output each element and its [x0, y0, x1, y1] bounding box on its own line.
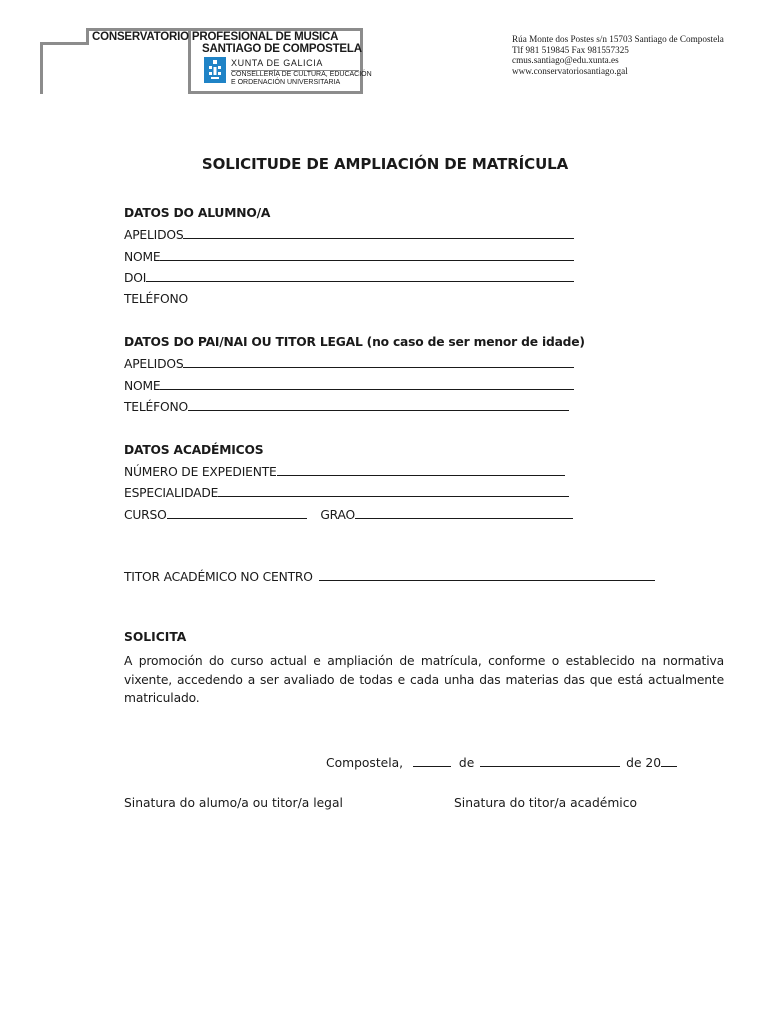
especialidade-label: ESPECIALIDADE — [124, 486, 219, 500]
academic-section-heading: DATOS ACADÉMICOS — [124, 442, 264, 457]
guardian-telefono-field[interactable] — [188, 396, 569, 411]
guardian-apelidos-field[interactable] — [183, 353, 574, 368]
date-day-field[interactable] — [413, 752, 451, 767]
conservatory-logo — [38, 24, 372, 98]
student-doi-label: DOI — [124, 271, 147, 285]
date-place: Compostela, — [326, 756, 404, 770]
enrollment-form — [124, 203, 724, 525]
guardian-section-heading: DATOS DO PAI/NAI OU TITOR LEGAL (no caso de ser menor de idade) — [124, 335, 585, 349]
solicita-body: A promoción do curso actual e ampliación de matrícula, conforme o establecido na normativa vixente, accedendo a ser avaliado de todas e cada unha das materias das que está actualmente matriculado. — [124, 654, 724, 705]
guardian-nome-row — [124, 375, 724, 397]
guardian-telefono-row — [124, 396, 724, 418]
student-section-heading: DATOS DO ALUMNO/A — [124, 206, 271, 220]
grao-field[interactable] — [355, 504, 573, 519]
tutor-row — [124, 566, 655, 584]
especialidade-field[interactable] — [218, 482, 569, 497]
email-line: cmus.santiago@edu.xunta.es — [512, 55, 619, 65]
address-line: Rúa Monte dos Postes s/n 15703 Santiago de Compostela — [512, 34, 724, 44]
guardian-apelidos-row — [124, 353, 724, 375]
tutor-field[interactable] — [319, 566, 655, 581]
expediente-label: NÚMERO DE EXPEDIENTE — [124, 464, 277, 479]
expediente-row — [124, 461, 724, 483]
phone-fax-line: Tlf 981 519845 Fax 981557325 — [512, 44, 629, 55]
especialidade-row — [124, 482, 724, 504]
xunta-crest-icon — [204, 57, 226, 83]
guardian-nome-field[interactable] — [160, 375, 574, 390]
student-apelidos-label: APELIDOS — [124, 228, 184, 242]
document-title: SOLICITUDE DE AMPLIACIÓN DE MATRÍCULA — [201, 155, 569, 173]
student-telefono-label: TELÉFONO — [124, 291, 188, 306]
student-apelidos-row — [124, 224, 724, 246]
student-nome-row — [124, 246, 724, 268]
grao-label: GRAO — [320, 507, 355, 522]
expediente-field[interactable] — [277, 461, 565, 476]
tutor-label: TITOR ACADÉMICO NO CENTRO — [124, 570, 313, 584]
student-nome-field[interactable] — [160, 246, 574, 261]
date-line — [326, 752, 677, 770]
student-doi-field[interactable] — [146, 267, 574, 282]
student-apelidos-field[interactable] — [183, 224, 574, 239]
solicita-heading: SOLICITA — [124, 630, 187, 644]
conselleria-line1: CONSELLERÍA DE CULTURA, EDUCACIÓN — [231, 71, 372, 78]
website-line: www.conservatoriosantiago.gal — [512, 65, 628, 76]
curso-field[interactable] — [167, 504, 307, 519]
logo-title-line2: SANTIAGO DE COMPOSTELA — [202, 43, 362, 55]
date-year-field[interactable] — [661, 752, 677, 767]
tutor-signature-label: Sinatura do titor/a académico — [454, 796, 638, 810]
guardian-nome-label: NOME — [124, 378, 161, 393]
curso-grao-row — [124, 504, 724, 526]
student-nome-label: NOME — [124, 249, 161, 264]
student-doi-row — [124, 267, 724, 289]
guardian-telefono-label: TELÉFONO — [124, 400, 188, 414]
logo-title-line1: CONSERVATORIO PROFESIONAL DE MUSICA — [92, 31, 339, 43]
student-signature-label: Sinatura do alumo/a ou titor/a legal — [124, 796, 343, 810]
student-telefono-row — [124, 289, 724, 311]
date-de-2: de 20 — [626, 756, 662, 770]
xunta-name: XUNTA DE GALICIA — [231, 58, 323, 68]
conselleria-line2: E ORDENACIÓN UNIVERSITARIA — [231, 79, 341, 86]
guardian-apelidos-label: APELIDOS — [124, 357, 184, 371]
date-month-field[interactable] — [480, 752, 620, 767]
date-de-1: de — [458, 756, 475, 770]
curso-label: CURSO — [124, 507, 167, 522]
contact-address — [512, 34, 762, 76]
